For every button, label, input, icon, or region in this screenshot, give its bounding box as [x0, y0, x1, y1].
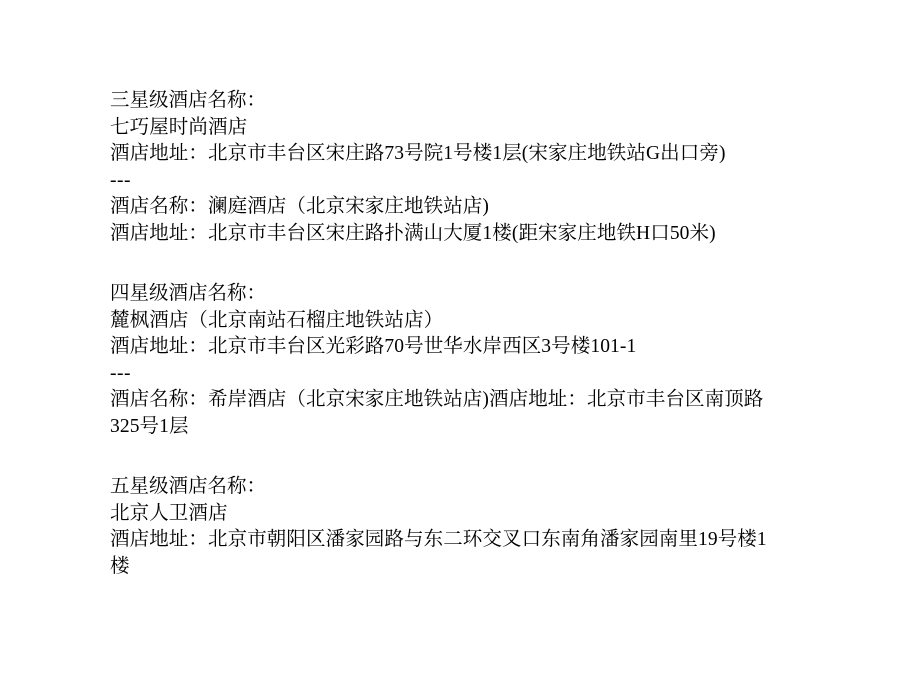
hotel-name: 麓枫酒店（北京南站石榴庄地铁站店） [110, 309, 444, 331]
hotel-address: 325号1层 [110, 415, 189, 437]
hotel-address: 酒店地址：北京市朝阳区潘家园路与东二环交叉口东南角潘家园南里19号楼1 [110, 529, 767, 550]
hotel-name: 酒店名称：希岸酒店（北京宋家庄地铁站店)酒店地址：北京市丰台区南顶路 [110, 389, 764, 410]
hotel-name: 北京人卫酒店 [110, 502, 228, 524]
hotel-address-continued: 楼 [110, 555, 130, 577]
hotel-section-three-star [110, 88, 790, 247]
hotel-section-four-star [110, 281, 790, 440]
hotel-address: 酒店地址：北京市丰台区宋庄路扑满山大厦1楼(距宋家庄地铁H口50米) [110, 222, 716, 244]
hotel-address: 酒店地址：北京市丰台区光彩路70号世华水岸西区3号楼101-1 [110, 336, 637, 357]
section-heading: 三星级酒店名称： [110, 90, 267, 111]
entry-separator: --- [110, 169, 131, 191]
hotel-name: 七巧屋时尚酒店 [110, 116, 248, 138]
hotel-address: 酒店地址：北京市丰台区宋庄路73号院1号楼1层(宋家庄地铁站G出口旁) [110, 143, 726, 164]
hotel-section-five-star [110, 474, 790, 580]
section-heading: 四星级酒店名称： [110, 283, 267, 304]
entry-separator: --- [110, 362, 131, 384]
section-heading: 五星级酒店名称： [110, 476, 267, 497]
hotel-name: 酒店名称：澜庭酒店（北京宋家庄地铁站店) [110, 196, 489, 217]
